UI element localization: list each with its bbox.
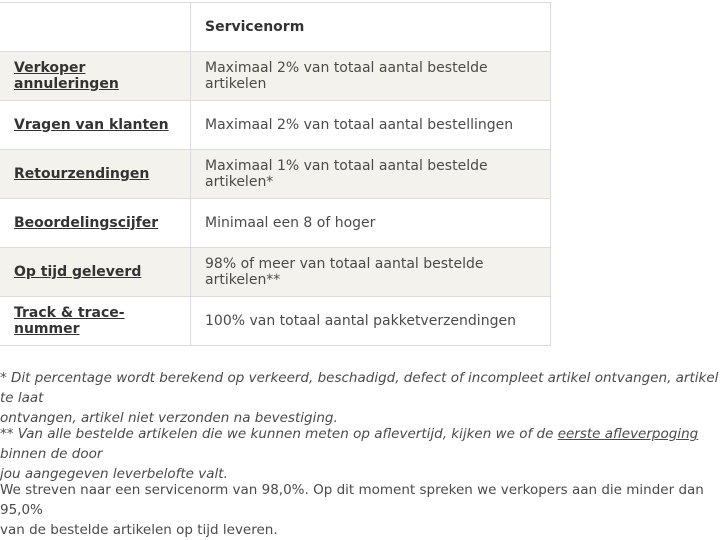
metric-link-verkoper-annuleringen[interactable]: Verkoper annuleringen — [14, 60, 119, 92]
header-servicenorm: Servicenorm — [191, 3, 551, 52]
norm-cell: 98% of meer van totaal aantal bestelde artikelen** — [191, 248, 551, 297]
footnote-2 — [0, 424, 728, 484]
metric-link-track-trace-nummer[interactable]: Track & trace-nummer — [14, 305, 125, 337]
metric-link-op-tijd-geleverd[interactable]: Op tijd geleverd — [14, 264, 142, 280]
table-row — [0, 52, 551, 101]
table-header-row — [0, 3, 551, 52]
metric-link-vragen-van-klanten[interactable]: Vragen van klanten — [14, 117, 169, 133]
footnote-2-text-before: ** Van alle bestelde artikelen die we kunnen meten op aflevertijd, kijken we of de — [0, 426, 558, 442]
norm-cell: 100% van totaal aantal pakketverzendingen — [191, 297, 551, 346]
metric-link-beoordelingscijfer[interactable]: Beoordelingscijfer — [14, 215, 159, 231]
table-row — [0, 248, 551, 297]
service-norm-table — [0, 2, 551, 346]
footnote-1: * Dit percentage wordt berekend op verkeerd, beschadigd, defect of incompleet artikel ontvangen, artikel te laat ontvangen, artikel niet verzonden na bevestiging. — [0, 370, 719, 426]
table-row — [0, 297, 551, 346]
table-row — [0, 199, 551, 248]
norm-cell: Maximaal 2% van totaal aantal bestellingen — [191, 101, 551, 150]
norm-cell: Maximaal 2% van totaal aantal bestelde artikelen — [191, 52, 551, 101]
table-row — [0, 101, 551, 150]
norm-cell: Maximaal 1% van totaal aantal bestelde artikelen* — [191, 150, 551, 199]
metric-link-retourzendingen[interactable]: Retourzendingen — [14, 166, 150, 182]
table-row — [0, 150, 551, 199]
norm-cell: Minimaal een 8 of hoger — [191, 199, 551, 248]
footnote-2-text-after: binnen de door jou aangegeven leverbelofte valt. — [0, 446, 228, 482]
servicenorm-paragraph: We streven naar een servicenorm van 98,0%. Op dit moment spreken we verkopers aan die minder dan 95,0% van de bestelde artikelen op tijd leveren. — [0, 482, 704, 538]
header-empty-cell — [0, 3, 191, 52]
eerste-afleverpoging-link[interactable]: eerste afleverpoging — [557, 426, 699, 442]
